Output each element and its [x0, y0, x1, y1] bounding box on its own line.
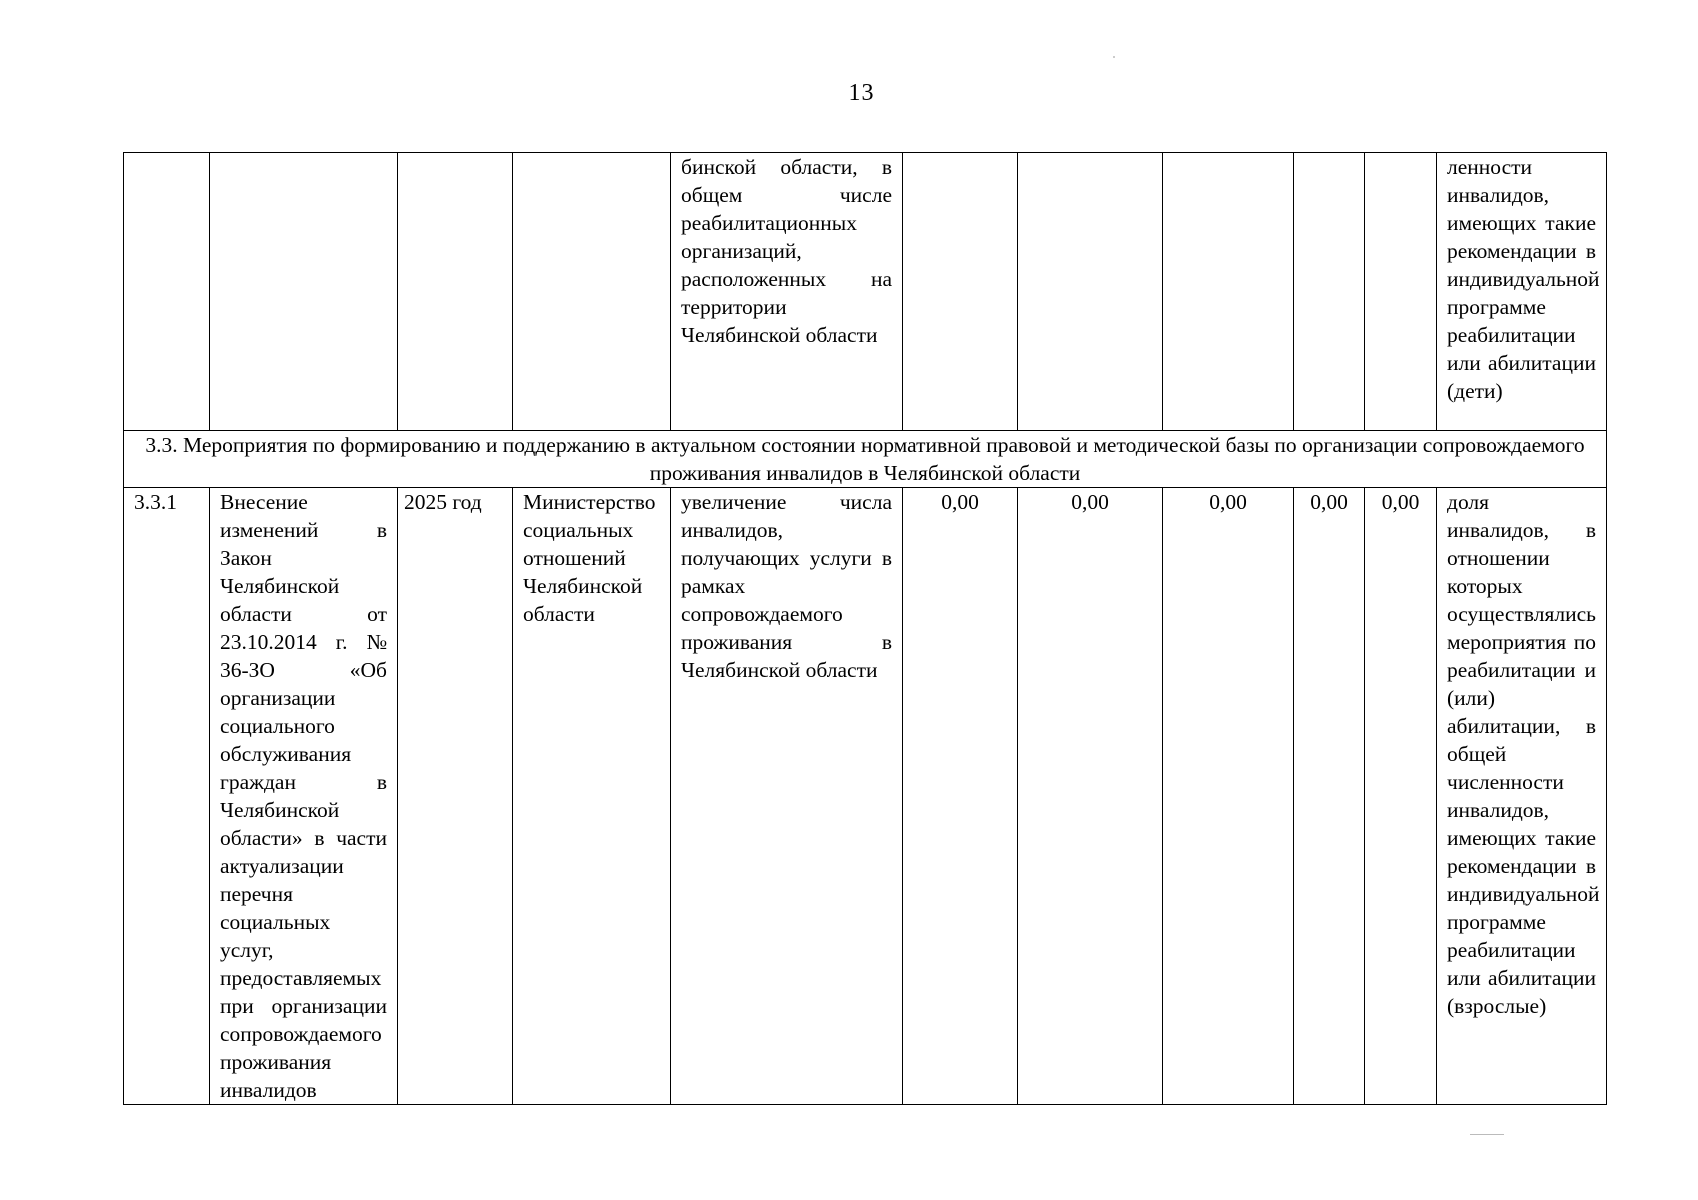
- table-row-continued: [124, 153, 1607, 431]
- section-title: 3.3. Мероприятия по формированию и поддержанию в актуальном состоянии нормативной правовой и методической базы по организации сопровождаемого проживания инвалидов в Челябинской области: [124, 431, 1607, 488]
- cell-value-3: 0,00: [1163, 488, 1294, 1105]
- cell-term: 2025 год: [398, 488, 513, 1105]
- cell-value-empty: [1163, 153, 1294, 431]
- section-header-row: [124, 431, 1607, 488]
- cell-executor-empty: [513, 153, 671, 431]
- cell-value-4: 0,00: [1294, 488, 1365, 1105]
- cell-measure-continued: бинской области, в общем числе реабилитационных организаций, расположенных на территории Челябинской области: [671, 153, 903, 431]
- cell-value-1: 0,00: [903, 488, 1018, 1105]
- scan-mark: [1470, 1134, 1504, 1135]
- cell-indicator: доля инвалидов, в отношении которых осуществлялись мероприятия по реабилитации и (или) абилитации, в общей численности инвалидов, имеющих такие рекомендации в индивидуальной программе реабилитации или абилитации (взрослые): [1437, 488, 1607, 1105]
- cell-name-empty: [210, 153, 398, 431]
- cell-value-empty: [1365, 153, 1437, 431]
- program-table: [123, 152, 1607, 1105]
- cell-value-empty: [903, 153, 1018, 431]
- cell-indicator-continued: ленности инвалидов, имеющих такие рекомендации в индивидуальной программе реабилитации или абилитации (дети): [1437, 153, 1607, 431]
- cell-name: Внесение изменений в Закон Челябинской области от 23.10.2014 г. № 36-ЗО «Об организации социального обслуживания граждан в Челябинской области» в части актуализации перечня социальных услуг, предоставляемых при организации сопровождаемого проживания инвалидов: [210, 488, 398, 1105]
- cell-value-2: 0,00: [1018, 488, 1163, 1105]
- cell-value-empty: [1294, 153, 1365, 431]
- cell-result: увеличение числа инвалидов, получающих услуги в рамках сопровождаемого проживания в Челябинской области: [671, 488, 903, 1105]
- page-number: 13: [848, 80, 875, 106]
- cell-term-empty: [398, 153, 513, 431]
- cell-value-empty: [1018, 153, 1163, 431]
- scan-speck: [1113, 56, 1115, 58]
- cell-executor: Министерство социальных отношений Челябинской области: [513, 488, 671, 1105]
- cell-number: 3.3.1: [124, 488, 210, 1105]
- table-row-3-3-1: [124, 488, 1607, 1105]
- cell-value-5: 0,00: [1365, 488, 1437, 1105]
- cell-number-empty: [124, 153, 210, 431]
